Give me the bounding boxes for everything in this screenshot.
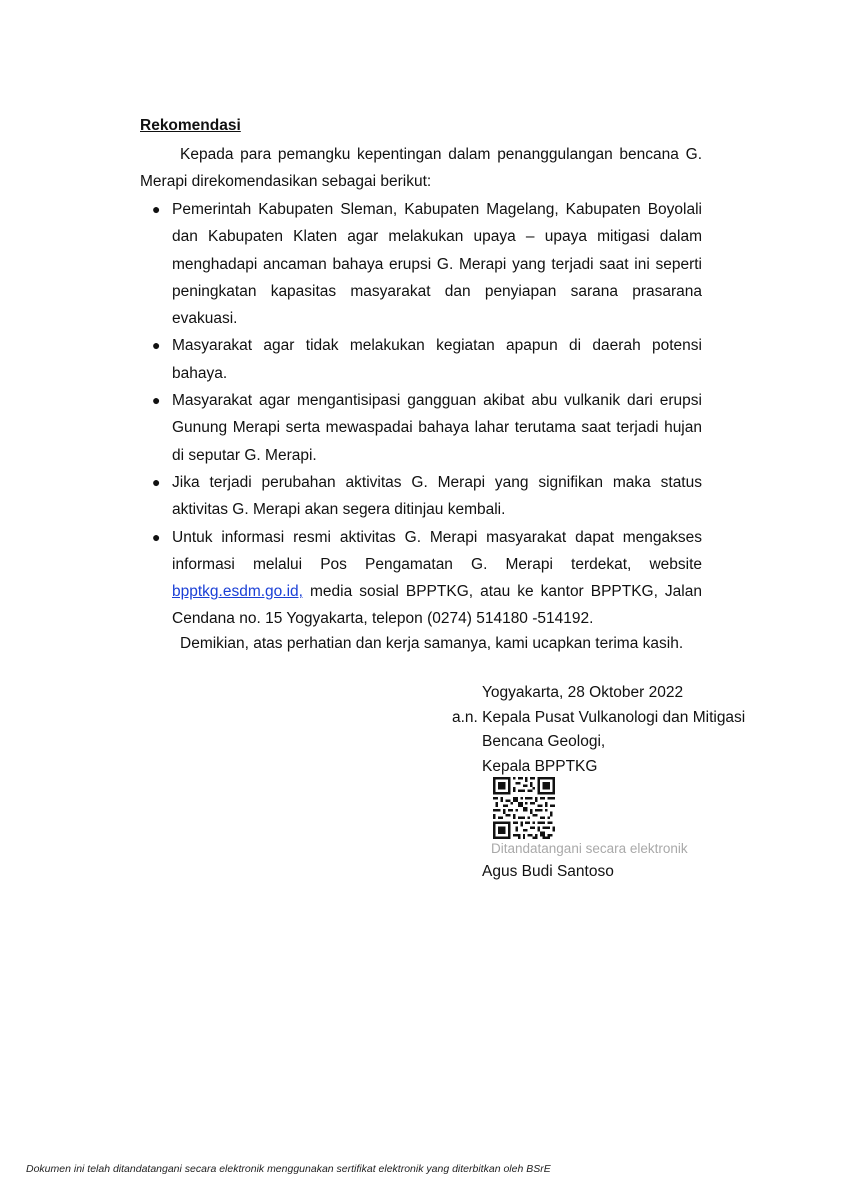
bullet-icon: ●: [152, 528, 161, 545]
list-item: [140, 469, 702, 524]
list-item: [140, 387, 702, 469]
bullet-icon: ●: [152, 473, 161, 490]
recommendation-list: [140, 196, 702, 633]
footer-note: Dokumen ini telah ditandatangani secara elektronik menggunakan sertifikat elektronik yang diterbitkan oleh BSrE: [26, 1163, 551, 1175]
signature-block: [452, 681, 745, 779]
list-item-text: Masyarakat agar tidak melakukan kegiatan apapun di daerah potensi bahaya.: [172, 337, 702, 382]
list-item-text-after: media sosial BPPTKG, atau ke kantor BPPTKG, Jalan Cendana no. 15 Yogyakarta, telepon (0274) 514180 -514192.: [172, 583, 702, 628]
website-link[interactable]: bpptkg.esdm.go.id,: [172, 583, 303, 601]
bullet-icon: ●: [152, 392, 161, 409]
signer-name: Agus Budi Santoso: [482, 863, 614, 880]
e-signature-note: Ditandatangani secara elektronik: [491, 841, 688, 856]
signer-position: Kepala BPPTKG: [482, 757, 598, 775]
place-date: Yogyakarta, 28 Oktober 2022: [482, 684, 684, 701]
qr-code-icon: [493, 777, 555, 839]
section-heading: Rekomendasi: [140, 117, 241, 134]
on-behalf-line: a.n. Kepala Pusat Vulkanologi dan Mitigasi: [452, 708, 746, 726]
list-item-text: Masyarakat agar mengantisipasi gangguan akibat abu vulkanik dari erupsi Gunung Merapi serta mewaspadai bahaya lahar terutama saat terjadi hujan di seputar G. Merapi.: [172, 392, 702, 464]
list-item: [140, 196, 702, 332]
list-item: [140, 524, 702, 633]
list-item: [140, 332, 702, 387]
list-item-text: Pemerintah Kabupaten Sleman, Kabupaten Magelang, Kabupaten Boyolali dan Kabupaten Klaten agar melakukan upaya – upaya mitigasi dalam menghadapi ancaman bahaya erupsi G. Merapi yang terjadi saat ini seperti peningkatan kapasitas masyarakat dan penyiapan sarana prasarana evakuasi.: [172, 201, 702, 328]
on-behalf-line-cont: Bencana Geologi,: [482, 733, 606, 750]
bullet-icon: ●: [152, 337, 161, 354]
list-item-text: Jika terjadi perubahan aktivitas G. Merapi yang signifikan maka status aktivitas G. Merapi akan segera ditinjau kembali.: [172, 473, 702, 519]
closing-sentence: Demikian, atas perhatian dan kerja samanya, kami ucapkan terima kasih.: [180, 635, 684, 652]
intro-paragraph: Kepada para pemangku kepentingan dalam penanggulangan bencana G. Merapi direkomendasikan sebagai berikut:: [140, 146, 702, 190]
bullet-icon: ●: [152, 201, 161, 217]
list-item-text-before: Untuk informasi resmi aktivitas G. Merapi masyarakat dapat mengakses informasi melalui Pos Pengamatan G. Merapi terdekat, website: [172, 528, 702, 573]
